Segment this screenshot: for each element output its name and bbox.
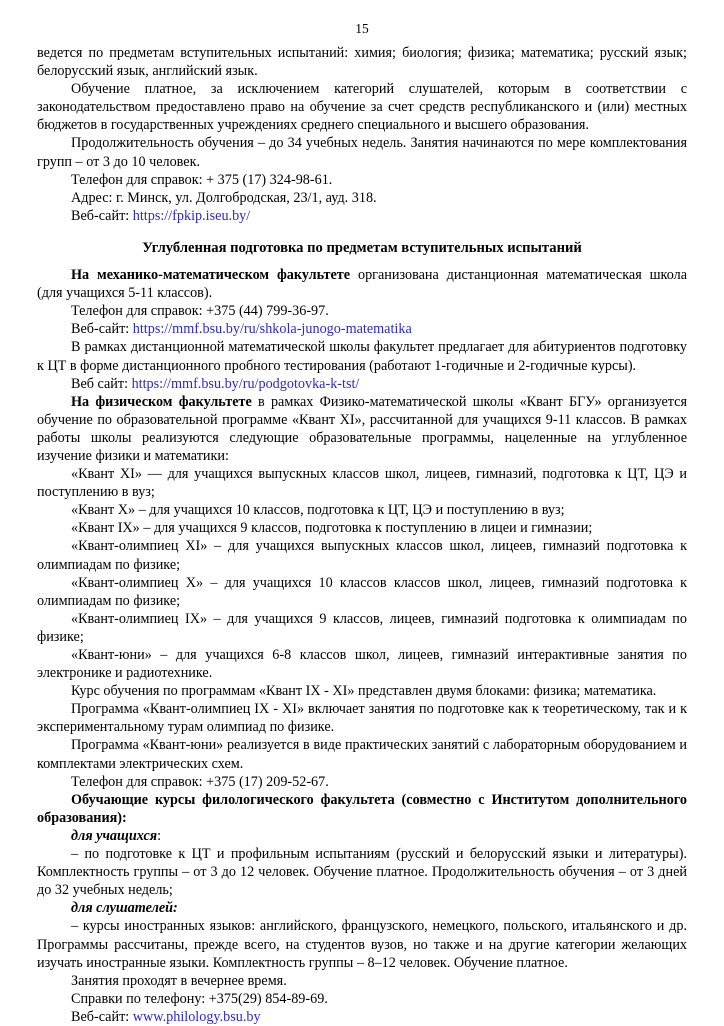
paragraph — [37, 773, 687, 791]
text-run: «Квант-олимпиец IX» – для учащихся 9 классов, лицеев, гимназий подготовка к олимпиадам по физике; — [37, 610, 687, 645]
text-run: «Квант-олимпиец X» – для учащихся 10 классов классов школ, лицеев, гимназий подготовка к олимпиадам по физике; — [37, 574, 687, 609]
paragraph — [37, 990, 687, 1008]
paragraph — [37, 189, 687, 207]
text-run: Телефон для справок: +375 (17) 209-52-67. — [71, 773, 329, 790]
paragraph — [37, 207, 687, 225]
page-number: 15 — [355, 21, 369, 36]
paragraph — [37, 845, 687, 899]
text-run: Адрес: г. Минск, ул. Долгобродская, 23/1, ауд. 318. — [71, 189, 377, 206]
text-run: «Квант IX» – для учащихся 9 классов, подготовка к поступлению в лицеи и гимназии; — [71, 520, 593, 537]
text-run: Курс обучения по программам «Квант IX - XI» представлен двумя блоками: физика; математика. — [71, 683, 657, 700]
paragraph — [37, 302, 687, 320]
hyperlink[interactable]: https://fpkip.iseu.by/ — [132, 207, 251, 224]
text-run: Занятия проходят в вечернее время. — [71, 972, 287, 989]
text-run: Обучение платное, за исключением категорий слушателей, которым в соответствии с законодательством предоставлено право на обучение за счет средств республиканского и (или) местных бюджетов в государственных учреждениях среднего специального и высшего образования. — [37, 81, 687, 134]
paragraph — [37, 266, 687, 302]
text-run: организована дистанционная математическая школа (для учащихся 5-11 классов). — [37, 267, 687, 302]
paragraph — [37, 917, 687, 971]
paragraph — [37, 375, 687, 393]
text-run: Телефон для справок: + 375 (17) 324-98-61. — [71, 171, 333, 188]
paragraph — [37, 736, 687, 772]
text-run: ведется по предметам вступительных испытаний: химия; биология; физика; математика; русский язык; белорусский язык, английский язык. — [37, 45, 687, 80]
paragraph — [37, 80, 687, 134]
paragraph — [37, 700, 687, 736]
paragraph — [37, 574, 687, 610]
bold-italic-run: для слушателей: — [71, 900, 178, 917]
text-run: Веб-сайт: — [71, 207, 133, 224]
bold-run: На физическом факультете — [71, 393, 252, 410]
paragraph — [37, 320, 687, 338]
paragraph — [37, 393, 687, 465]
text-run: «Квант-олимпиец XI» – для учащихся выпускных классов школ, лицеев, гимназий подготовка к олимпиадам по физике; — [37, 538, 687, 573]
paragraph — [37, 465, 687, 501]
paragraph — [37, 44, 687, 80]
text-run: В рамках дистанционной математической школы факультет предлагает для абитуриентов подготовку к ЦТ в форме дистанционного пробного тестирования (работают 1-годичные и 2-годичные курсы). — [37, 339, 687, 374]
text-run: : — [157, 827, 162, 844]
paragraph — [37, 899, 687, 917]
text-run: Справки по телефону: +375(29) 854-89-69. — [71, 990, 328, 1007]
paragraph — [37, 537, 687, 573]
paragraph — [37, 610, 687, 646]
text-run: Продолжительность обучения – до 34 учебных недель. Занятия начинаются по мере комплектования групп – от 3 до 10 человек. — [37, 135, 687, 170]
paragraph — [37, 791, 687, 827]
paragraph — [37, 134, 687, 170]
text-run: Веб-сайт: — [71, 1008, 133, 1025]
paragraph — [37, 501, 687, 519]
text-run: Программа «Квант-олимпиец IX - XI» включает занятия по подготовке как к теоретическому, так и к экспериментальному турам олимпиад по физике. — [37, 701, 687, 736]
text-run: «Квант-юни» – для учащихся 6-8 классов школ, лицеев, гимназий интерактивные занятия по электронике и радиотехнике. — [37, 647, 687, 682]
paragraph — [37, 827, 687, 845]
text-run: – курсы иностранных языков: английского, французского, немецкого, польского, итальянского и др. Программы рассчитаны, прежде всего, на студентов вузов, но также и на другие категории желающих изучать иностранные языки. Комплектность группы – 8–12 человек. Обучение платное. — [37, 918, 687, 971]
text-run: Веб-сайт: — [71, 321, 133, 338]
paragraph — [37, 972, 687, 990]
hyperlink[interactable]: www.philology.bsu.by — [132, 1008, 261, 1025]
bold-run: На механико-математическом факультете — [71, 267, 351, 284]
text-run: Углубленная подготовка по предметам вступительных испытаний — [142, 239, 582, 256]
text-run: Программа «Квант-юни» реализуется в виде практических занятий с лабораторным оборудованием и комплектами электрических схем. — [37, 737, 687, 772]
paragraph — [37, 646, 687, 682]
text-run: «Квант XI» — для учащихся выпускных классов школ, лицеев, гимназий, подготовка к ЦТ, ЦЭ и поступлению в вуз; — [37, 466, 687, 501]
text-run: – по подготовке к ЦТ и профильным испытаниям (русский и белорусский языки и литературы). Комплектность группы – от 3 до 12 человек. Обучение платное. Продолжительность обучения – от 3 дней до 32 учебных недель; — [37, 846, 687, 899]
document-body — [37, 44, 687, 1026]
hyperlink[interactable]: https://mmf.bsu.by/ru/podgotovka-k-tst/ — [131, 375, 360, 392]
section-heading — [37, 225, 687, 266]
hyperlink[interactable]: https://mmf.bsu.by/ru/shkola-junogo-matematika — [132, 321, 412, 338]
paragraph — [37, 1008, 687, 1026]
text-run: в рамках Физико-математической школы «Квант БГУ» организуется обучение по образовательной программе «Квант XI», рассчитанной для учащихся 9-11 классов. В рамках работы школы реализуются следующие образовательные программы, нацеленные на углубленное изучение физики и математики: — [37, 393, 687, 464]
text-run: «Квант X» – для учащихся 10 классов, подготовка к ЦТ, ЦЭ и поступлению в вуз; — [71, 502, 565, 519]
bold-run: Обучающие курсы филологического факультета (совместно с Институтом дополнительного образования): — [37, 791, 687, 826]
paragraph — [37, 171, 687, 189]
text-run: Веб сайт: — [71, 375, 132, 392]
bold-italic-run: для учащихся — [71, 827, 158, 844]
text-run: Телефон для справок: +375 (44) 799-36-97. — [71, 303, 329, 320]
paragraph — [37, 338, 687, 374]
paragraph — [37, 519, 687, 537]
paragraph — [37, 682, 687, 700]
